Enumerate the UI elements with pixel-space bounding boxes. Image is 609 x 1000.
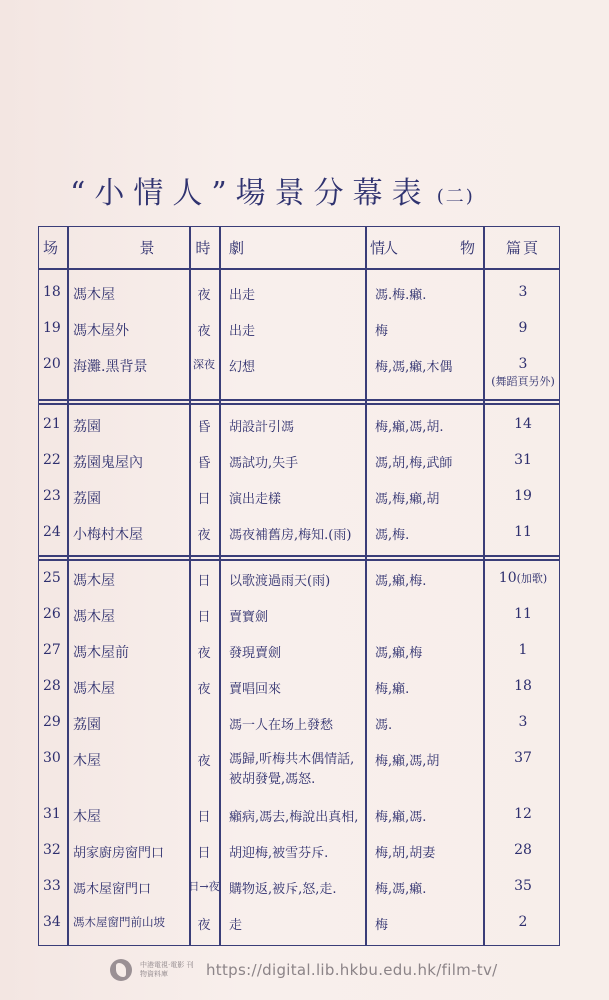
row-cast: 馮. — [375, 718, 393, 733]
header-pages: 篇頁 — [505, 239, 540, 257]
header-plot-b: 情 — [369, 239, 387, 257]
row-cast: 梅,癩,馮,胡. — [375, 420, 444, 435]
row-cast — [375, 601, 495, 637]
row-no: 21 — [43, 416, 61, 432]
row-plot-line: 被胡發覺,馮怒. — [229, 772, 316, 787]
row-pages: 3 — [518, 284, 528, 300]
row-time: 昏 — [197, 420, 211, 435]
archive-watermark — [110, 955, 590, 985]
row-pages: 12 — [514, 806, 532, 822]
row-scene: 荔園 — [73, 419, 101, 435]
row-time — [191, 709, 217, 745]
row-plot: 幻想 — [229, 360, 256, 375]
row-scene: 馮木屋窗門口 — [73, 882, 152, 897]
row-no: 27 — [43, 642, 61, 658]
row-plot: 癩病,馮去,梅說出真相, — [229, 810, 359, 825]
table-row — [39, 637, 559, 673]
row-scene: 木屋 — [73, 753, 101, 769]
header-scene: 景 — [139, 239, 157, 257]
row-no: 19 — [43, 320, 61, 336]
row-cast: 梅,馮,癩,木偶 — [375, 360, 453, 375]
row-no: 28 — [43, 678, 61, 694]
row-no: 22 — [43, 452, 61, 468]
row-plot: 走 — [229, 918, 243, 933]
row-plot: 馮一人在场上發愁 — [229, 718, 334, 733]
row-time: 深夜 — [193, 358, 215, 371]
row-plot — [229, 745, 397, 797]
row-time: 夜 — [197, 324, 211, 339]
table-row — [39, 483, 559, 519]
row-pages-note: (加歌) — [516, 572, 548, 585]
row-plot: 以歌渡過雨天(雨) — [229, 574, 331, 589]
row-pages: 35 — [514, 878, 532, 894]
row-scene: 胡家廚房窗門口 — [73, 846, 165, 861]
header-cast — [375, 227, 495, 268]
row-time: 夜 — [197, 528, 211, 543]
row-pages: 19 — [514, 488, 532, 504]
section-rule — [39, 555, 559, 557]
table-row — [39, 873, 559, 909]
section-rule — [39, 403, 559, 405]
row-pages: 14 — [514, 416, 532, 432]
row-pages: 3 — [518, 356, 528, 372]
section-rule — [39, 559, 559, 561]
scene-breakdown-table — [38, 226, 560, 946]
row-cast: 梅 — [375, 918, 389, 933]
row-pages: 28 — [514, 842, 532, 858]
table-row — [39, 837, 559, 873]
row-scene: 荔園鬼屋內 — [73, 455, 143, 471]
row-time: 夜 — [197, 646, 211, 661]
row-no: 33 — [43, 878, 61, 894]
row-cast: 馮,癩,梅 — [375, 646, 423, 661]
row-pages: 11 — [514, 524, 532, 540]
row-plot: 購物返,被斥,怒,走. — [229, 882, 337, 897]
row-pages: 3 — [518, 714, 528, 730]
row-plot: 胡設計引馮 — [229, 420, 295, 435]
row-plot: 馮夜補舊房,梅知.(雨) — [229, 528, 352, 543]
row-time: 夜 — [197, 682, 211, 697]
table-row — [39, 519, 559, 555]
table-row — [39, 351, 559, 397]
row-no: 26 — [43, 606, 61, 622]
row-scene: 馮木屋 — [73, 681, 115, 697]
row-cast: 馮,梅. — [375, 528, 410, 543]
row-pages: 1 — [518, 642, 528, 658]
row-scene: 荔園 — [73, 491, 101, 507]
table-row — [39, 909, 559, 945]
row-plot: 賣唱回來 — [229, 682, 282, 697]
table-row — [39, 745, 559, 797]
row-time: 日 — [197, 492, 211, 507]
row-no: 25 — [43, 570, 61, 586]
row-cast: 梅,馮,癩. — [375, 882, 427, 897]
title-part: (二) — [436, 186, 475, 207]
row-no: 31 — [43, 806, 61, 822]
header-cast-a: 人 — [383, 239, 401, 257]
row-scene: 馮木屋 — [73, 609, 115, 625]
row-no: 30 — [43, 750, 61, 766]
table-row — [39, 565, 559, 601]
row-scene: 馮木屋 — [73, 573, 115, 589]
title-text: “小情人”場景分幕表 — [70, 176, 431, 211]
row-no: 20 — [43, 356, 61, 372]
row-plot: 演出走樣 — [229, 492, 282, 507]
row-pages-note: (舞蹈頁另外) — [491, 375, 555, 388]
row-time: 日 — [197, 574, 211, 589]
row-plot: 出走 — [229, 288, 256, 303]
archive-logo-icon — [110, 959, 132, 981]
row-time: 日→夜 — [188, 880, 220, 893]
row-plot: 發現賣劍 — [229, 646, 282, 661]
row-pages — [487, 565, 559, 601]
row-scene: 馮木屋窗門前山坡 — [73, 915, 165, 929]
row-cast: 梅,胡,胡妻 — [375, 846, 436, 861]
table-header — [39, 227, 559, 268]
row-plot: 胡迎梅,被雪芬斥. — [229, 846, 329, 861]
row-scene: 馮木屋前 — [73, 645, 129, 661]
table-row — [39, 279, 559, 315]
header-plot-a: 劇 — [229, 239, 247, 257]
row-pages: 31 — [514, 452, 532, 468]
row-pages: 18 — [514, 678, 532, 694]
row-scene: 馮木屋外 — [73, 323, 129, 339]
row-plot: 賣寶劍 — [229, 610, 269, 625]
row-no: 32 — [43, 842, 61, 858]
table-row — [39, 801, 559, 837]
row-no: 24 — [43, 524, 61, 540]
row-time: 日 — [197, 810, 211, 825]
row-plot: 馮試功,失手 — [229, 456, 299, 471]
row-cast: 馮,癩,梅. — [375, 574, 427, 589]
table-row — [39, 673, 559, 709]
section-rule — [39, 399, 559, 401]
row-pages: 37 — [514, 750, 532, 766]
table-row — [39, 447, 559, 483]
row-scene: 小梅村木屋 — [73, 527, 143, 543]
row-pages-value: 10 — [498, 570, 517, 586]
row-plot-line: 馮歸,听梅共木偶情話, — [229, 752, 355, 767]
header-time: 時 — [195, 239, 213, 257]
row-time: 日 — [197, 610, 211, 625]
row-cast: 梅,癩,馮. — [375, 810, 427, 825]
row-scene: 馮木屋 — [73, 287, 115, 303]
page-title — [70, 168, 490, 218]
row-pages: 2 — [518, 914, 528, 930]
row-cast: 馮,梅,癩,胡 — [375, 492, 440, 507]
row-no: 29 — [43, 714, 61, 730]
archive-url: https://digital.lib.hkbu.edu.hk/film-tv/ — [206, 961, 498, 979]
row-pages: 9 — [518, 320, 528, 336]
row-no: 18 — [43, 284, 61, 300]
row-plot: 出走 — [229, 324, 256, 339]
row-time: 夜 — [197, 288, 211, 303]
row-cast: 梅,癩. — [375, 682, 410, 697]
row-time: 夜 — [197, 754, 211, 769]
table-row — [39, 601, 559, 637]
row-scene: 荔園 — [73, 717, 101, 733]
row-cast: 馮,胡,梅,武師 — [375, 456, 453, 471]
table-row — [39, 709, 559, 745]
row-time: 昏 — [197, 456, 211, 471]
row-scene: 木屋 — [73, 809, 101, 825]
header-plot — [229, 227, 397, 268]
row-scene: 海灘.黑背景 — [73, 359, 148, 375]
row-time: 日 — [197, 846, 211, 861]
table-row — [39, 411, 559, 447]
row-cast: 馮.梅.癩. — [375, 288, 427, 303]
row-time: 夜 — [197, 918, 211, 933]
row-no: 34 — [43, 914, 61, 930]
archive-org-name: 中港電視·電影 刊物資料庫 — [140, 961, 194, 978]
row-cast: 梅 — [375, 324, 389, 339]
header-cast-b: 物 — [459, 239, 477, 257]
row-no: 23 — [43, 488, 61, 504]
header-rule — [39, 268, 559, 270]
table-row — [39, 315, 559, 351]
row-pages: 11 — [514, 606, 532, 622]
header-no: 场 — [43, 239, 61, 257]
row-cast: 梅,癩,馮,胡 — [375, 754, 440, 769]
